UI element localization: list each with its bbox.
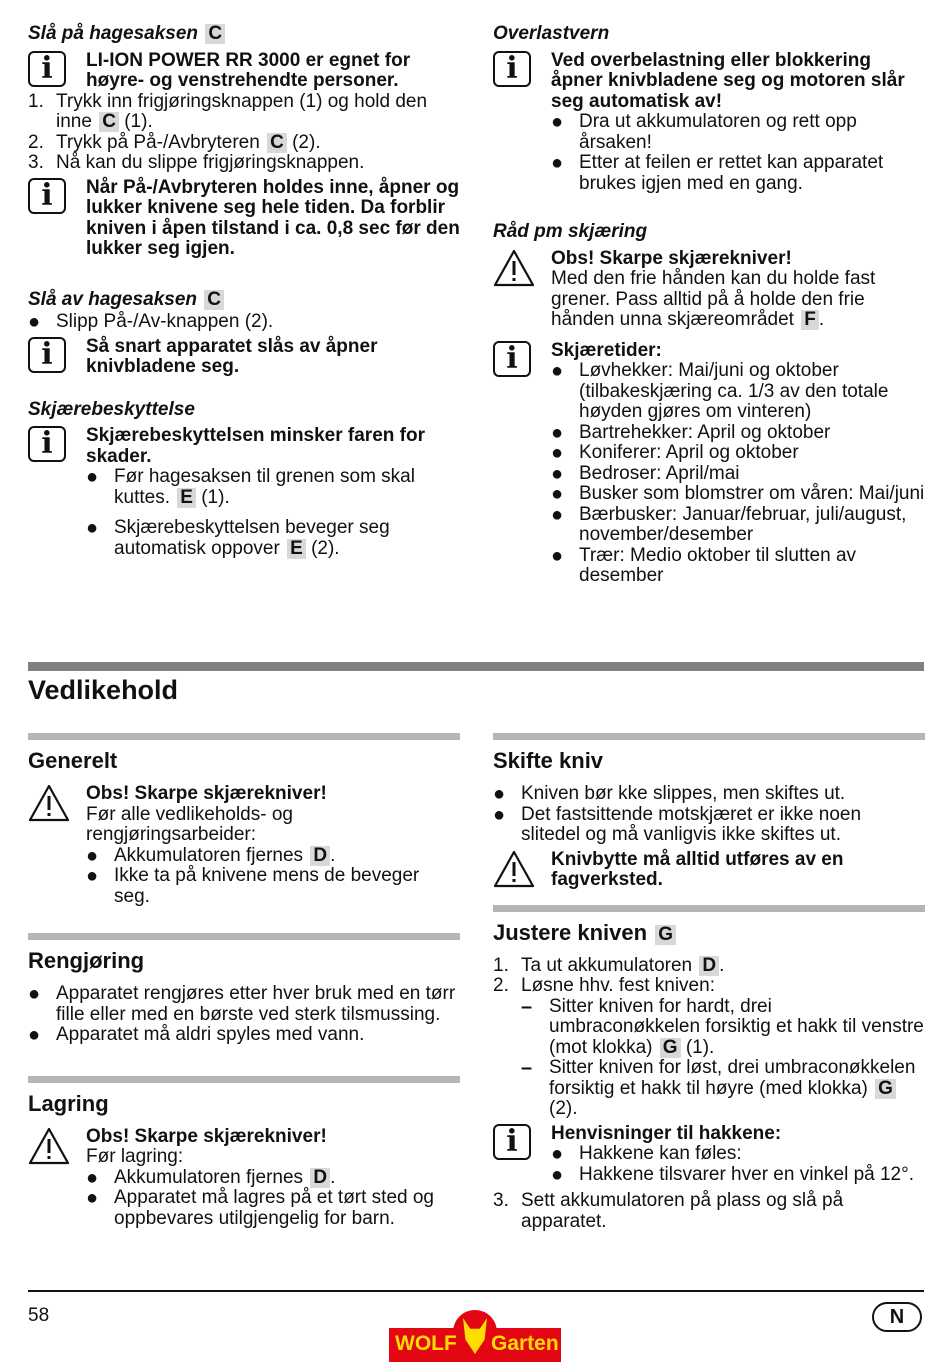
list-item: ● Slipp På-/Av-knappen (2). bbox=[28, 311, 274, 333]
list-item: ● Busker som blomstrer om våren: Mai/juni bbox=[551, 483, 925, 505]
info-icon: i bbox=[28, 178, 66, 214]
figure-ref-tag: G bbox=[660, 1038, 681, 1058]
bullet-list bbox=[28, 984, 460, 1046]
note-text: Så snart apparatet slås av åpner knivbladene seg. bbox=[86, 335, 378, 377]
subsection-title: Skifte kniv bbox=[493, 748, 604, 773]
info-icon: i bbox=[28, 426, 66, 462]
bullet-list bbox=[86, 1168, 460, 1230]
warning-icon bbox=[28, 784, 86, 824]
list-item: ● Før hagesaksen til grenen som skal kuttes. E (1). bbox=[86, 466, 415, 508]
list-item: ● Det fastsittende motskjæret er ikke noen slitedel og må vanligvis ikke skiftes ut. bbox=[493, 803, 862, 845]
info-note bbox=[493, 51, 925, 195]
warning-text: Før lagring: bbox=[86, 1146, 184, 1167]
bullet-list bbox=[86, 467, 460, 559]
figure-ref-tag: E bbox=[177, 488, 196, 508]
heading-switch-on: Slå på hagesaksen C bbox=[28, 24, 460, 45]
figure-ref-tag: C bbox=[204, 290, 224, 310]
bullet-list bbox=[28, 312, 460, 333]
figure-ref-tag: D bbox=[310, 846, 330, 866]
info-icon: i bbox=[28, 337, 66, 373]
subsection-divider bbox=[493, 905, 925, 912]
note-text: LI-ION POWER RR 3000 er egnet for høyre- og venstrehendte personer. bbox=[86, 49, 411, 91]
subsection-divider bbox=[28, 733, 460, 740]
figure-ref-tag: G bbox=[655, 925, 676, 945]
section-divider bbox=[28, 662, 924, 671]
bullet-list bbox=[551, 361, 925, 587]
heading-overload: Overlastvern bbox=[493, 23, 610, 44]
warning-text: Knivbytte må alltid utføres av en fagverksted. bbox=[551, 848, 844, 890]
list-item: 1. Ta ut akkumulatoren D . bbox=[493, 954, 725, 976]
warning-note bbox=[493, 249, 925, 331]
list-item: 3. Nå kan du slippe frigjøringsknappen. bbox=[28, 152, 365, 173]
language-badge: N bbox=[872, 1302, 922, 1332]
figure-ref-tag: F bbox=[801, 310, 819, 330]
bullet-list bbox=[86, 846, 460, 908]
info-note bbox=[28, 426, 460, 559]
steps-list bbox=[28, 92, 460, 174]
warning-note bbox=[28, 1127, 460, 1230]
dash-list bbox=[521, 997, 925, 1120]
info-note bbox=[28, 51, 460, 92]
note-text: Skjærebeskyttelsen minsker faren for skader. bbox=[86, 425, 425, 467]
info-note bbox=[493, 1124, 925, 1186]
steps-list bbox=[493, 1191, 925, 1232]
list-item: ● Dra ut akkumulatoren og rett opp årsaken! bbox=[551, 111, 857, 153]
note-title: Skjæretider: bbox=[551, 339, 662, 361]
list-item: – Sitter kniven for hardt, drei umbraconøkkelen forsiktig et hakk til venstre (mot klokka) G (1). bbox=[521, 995, 924, 1058]
footer-divider bbox=[28, 1290, 924, 1292]
list-item: ● Hakkene tilsvarer hver en vinkel på 12°. bbox=[551, 1163, 914, 1186]
left-column-top bbox=[28, 24, 460, 565]
subsection-title: Lagring bbox=[28, 1090, 109, 1116]
warning-icon bbox=[28, 1127, 86, 1167]
warning-icon bbox=[493, 850, 551, 890]
subsection-title: Rengjøring bbox=[28, 948, 145, 973]
list-item: 2. Trykk på På-/Avbryteren C (2). bbox=[28, 131, 321, 153]
info-icon: i bbox=[493, 341, 531, 377]
subsection-divider bbox=[28, 933, 460, 940]
warning-title: Obs! Skarpe skjærekniver! bbox=[86, 1125, 327, 1147]
list-item: ● Akkumulatoren fjernes D . bbox=[86, 844, 336, 867]
heading-switch-off: Slå av hagesaksen C bbox=[28, 290, 460, 311]
note-text: Når På-/Avbryteren holdes inne, åpner og lukker knivene seg hele tiden. Da forblir kniven i åpen tilstand i ca. 0,8 sec før den lukker seg igjen. bbox=[86, 176, 460, 259]
steps-list bbox=[493, 956, 925, 997]
list-item: ● Apparatet rengjøres etter hver bruk med en tørr fille eller med en børste ved sterk tilsmussing. bbox=[28, 983, 456, 1025]
warning-title: Obs! Skarpe skjærekniver! bbox=[86, 783, 327, 804]
info-icon: i bbox=[28, 51, 66, 87]
list-item: 1. Trykk inn frigjøringsknappen (1) og hold den inne C (1). bbox=[28, 90, 428, 132]
figure-ref-tag: D bbox=[699, 956, 719, 976]
warning-title: Obs! Skarpe skjærekniver! bbox=[551, 247, 792, 269]
list-item: ● Etter at feilen er rettet kan apparatet brukes igjen med en gang. bbox=[551, 152, 884, 194]
list-item: ● Bedroser: April/mai bbox=[551, 462, 740, 485]
note-title: Henvisninger til hakkene: bbox=[551, 1122, 782, 1144]
list-item: – Sitter kniven for løst, drei umbraconøkkelen forsiktig et hakk til høyre (med klokka) G (2). bbox=[521, 1057, 916, 1119]
info-note bbox=[28, 337, 460, 378]
figure-ref-tag: D bbox=[310, 1168, 330, 1188]
list-item: ● Bartrehekker: April og oktober bbox=[551, 421, 831, 444]
right-column-top bbox=[493, 24, 925, 593]
list-item: ● Apparatet må lagres på et tørt sted og oppbevares utilgjengelig for barn. bbox=[86, 1187, 435, 1229]
list-item: ● Bærbusker: Januar/februar, juli/august, november/desember bbox=[551, 503, 907, 545]
list-item: ● Akkumulatoren fjernes D . bbox=[86, 1166, 336, 1189]
list-item: ● Hakkene kan føles: bbox=[551, 1143, 742, 1165]
page-number: 58 bbox=[28, 1305, 50, 1326]
figure-ref-tag: C bbox=[267, 133, 287, 153]
info-icon: i bbox=[493, 1124, 531, 1160]
bullet-list bbox=[551, 1144, 925, 1185]
info-note bbox=[28, 178, 460, 260]
list-item: 2. Løsne hhv. fest kniven: bbox=[493, 975, 715, 996]
note-text: Ved overbelastning eller blokkering åpner knivbladene seg og motoren slår seg automatisk av! bbox=[551, 49, 905, 112]
figure-ref-tag: G bbox=[875, 1079, 896, 1099]
list-item: ● Kniven bør kke slippes, men skiftes ut. bbox=[493, 783, 846, 805]
bullet-list bbox=[493, 784, 925, 846]
list-item: ● Løvhekker: Mai/juni og oktober (tilbakeskjæring ca. 1/3 av den totale høyden gjøres om vinteren) bbox=[551, 360, 889, 422]
warning-note bbox=[493, 850, 925, 891]
heading-cutting-tips: Råd pm skjæring bbox=[493, 221, 648, 242]
figure-ref-tag: C bbox=[99, 112, 119, 132]
list-item: ● Trær: Medio oktober til slutten av desember bbox=[551, 544, 857, 586]
list-item: ● Ikke ta på knivene mens de beveger seg. bbox=[86, 865, 420, 907]
subsection-title: Generelt bbox=[28, 748, 118, 773]
list-item: ● Koniferer: April og oktober bbox=[551, 442, 799, 464]
warning-icon bbox=[493, 249, 551, 289]
right-column-bottom bbox=[493, 733, 925, 1232]
warning-text: Før alle vedlikeholds- og rengjøringsarbeider: bbox=[86, 803, 293, 845]
warning-text: Med den frie hånden kan du holde fast grener. Pass alltid på å holde den frie hånden unna skjæreområdet F . bbox=[551, 268, 876, 330]
subsection-divider bbox=[28, 1076, 460, 1083]
info-note bbox=[493, 341, 925, 587]
subsection-title: Justere kniven G bbox=[493, 920, 925, 946]
info-icon: i bbox=[493, 51, 531, 87]
list-item: 3. Sett akkumulatoren på plass og slå på apparatet. bbox=[493, 1190, 844, 1232]
heading-cut-protection: Skjærebeskyttelse bbox=[28, 398, 195, 420]
bullet-list bbox=[551, 112, 925, 194]
list-item: ● Skjærebeskyttelsen beveger seg automatisk oppover E (2). bbox=[86, 517, 390, 559]
section-title: Vedlikehold bbox=[28, 675, 179, 705]
left-column-bottom bbox=[28, 733, 460, 1235]
figure-ref-tag: C bbox=[205, 24, 225, 44]
figure-ref-tag: E bbox=[287, 539, 306, 559]
wolf-garten-logo: WOLF Garten bbox=[389, 1310, 561, 1362]
warning-note bbox=[28, 784, 460, 907]
subsection-divider bbox=[493, 733, 925, 740]
list-item: ● Apparatet må aldri spyles med vann. bbox=[28, 1024, 365, 1046]
